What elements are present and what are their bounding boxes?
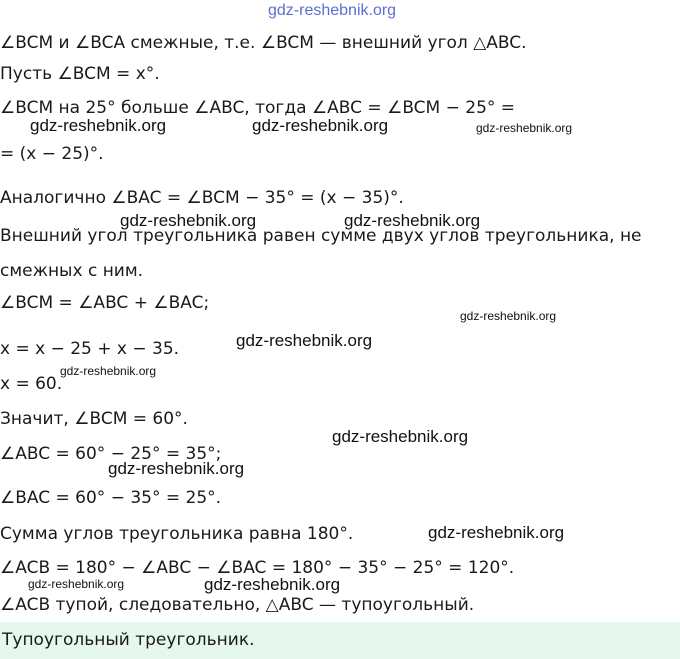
solution-line-5: Аналогично ∠BAC = ∠BCM − 35° = (x − 35)°. bbox=[0, 188, 404, 208]
solution-line-14: Сумма углов треугольника равна 180°. bbox=[0, 524, 354, 544]
watermark: gdz-reshebnik.org bbox=[332, 427, 469, 446]
solution-line-15: ∠ACB = 180° − ∠ABC − ∠BAC = 180° − 35° − 25° = 120°. bbox=[0, 558, 515, 578]
solution-line-3: ∠BCM на 25° больше ∠ABC, тогда ∠ABC = ∠BCM − 25° = bbox=[0, 98, 516, 118]
watermark: gdz-reshebnik.org bbox=[252, 116, 389, 135]
watermark-top: gdz-reshebnik.org bbox=[268, 2, 397, 19]
solution-line-13: ∠BAC = 60° − 35° = 25°. bbox=[0, 488, 222, 508]
watermark: gdz-reshebnik.org bbox=[204, 575, 341, 594]
watermark: gdz-reshebnik.org bbox=[120, 211, 257, 230]
answer-box bbox=[0, 622, 680, 659]
solution-line-6: Внешний угол треугольника равен сумме двух углов треугольника, не bbox=[0, 226, 642, 246]
watermark: gdz-reshebnik.org bbox=[344, 211, 481, 230]
watermark: gdz-reshebnik.org bbox=[476, 121, 573, 135]
watermark: gdz-reshebnik.org bbox=[28, 577, 125, 591]
solution-line-1: ∠BCM и ∠BCA смежные, т.е. ∠BCM — внешний угол △ABC. bbox=[0, 33, 527, 53]
answer-text: Тупоугольный треугольник. bbox=[2, 630, 255, 650]
solution-line-7: смежных с ним. bbox=[0, 261, 144, 281]
solution-line-16: ∠ACB тупой, следовательно, △ABC — тупоугольный. bbox=[0, 595, 475, 615]
solution-line-12: ∠ABC = 60° − 25° = 35°; bbox=[0, 444, 222, 464]
watermark: gdz-reshebnik.org bbox=[30, 116, 167, 135]
solution-line-4: = (x − 25)°. bbox=[0, 144, 104, 164]
solution-line-9: x = x − 25 + x − 35. bbox=[0, 339, 180, 359]
watermark: gdz-reshebnik.org bbox=[236, 331, 373, 350]
solution-line-10: x = 60. bbox=[0, 374, 63, 394]
solution-line-2: Пусть ∠BCM = x°. bbox=[0, 64, 160, 84]
watermark: gdz-reshebnik.org bbox=[428, 523, 565, 542]
solution-line-8: ∠BCM = ∠ABC + ∠BAC; bbox=[0, 293, 210, 313]
watermark: gdz-reshebnik.org bbox=[108, 459, 245, 478]
solution-line-11: Значит, ∠BCM = 60°. bbox=[0, 409, 188, 429]
watermark: gdz-reshebnik.org bbox=[460, 309, 557, 323]
watermark: gdz-reshebnik.org bbox=[60, 364, 157, 378]
